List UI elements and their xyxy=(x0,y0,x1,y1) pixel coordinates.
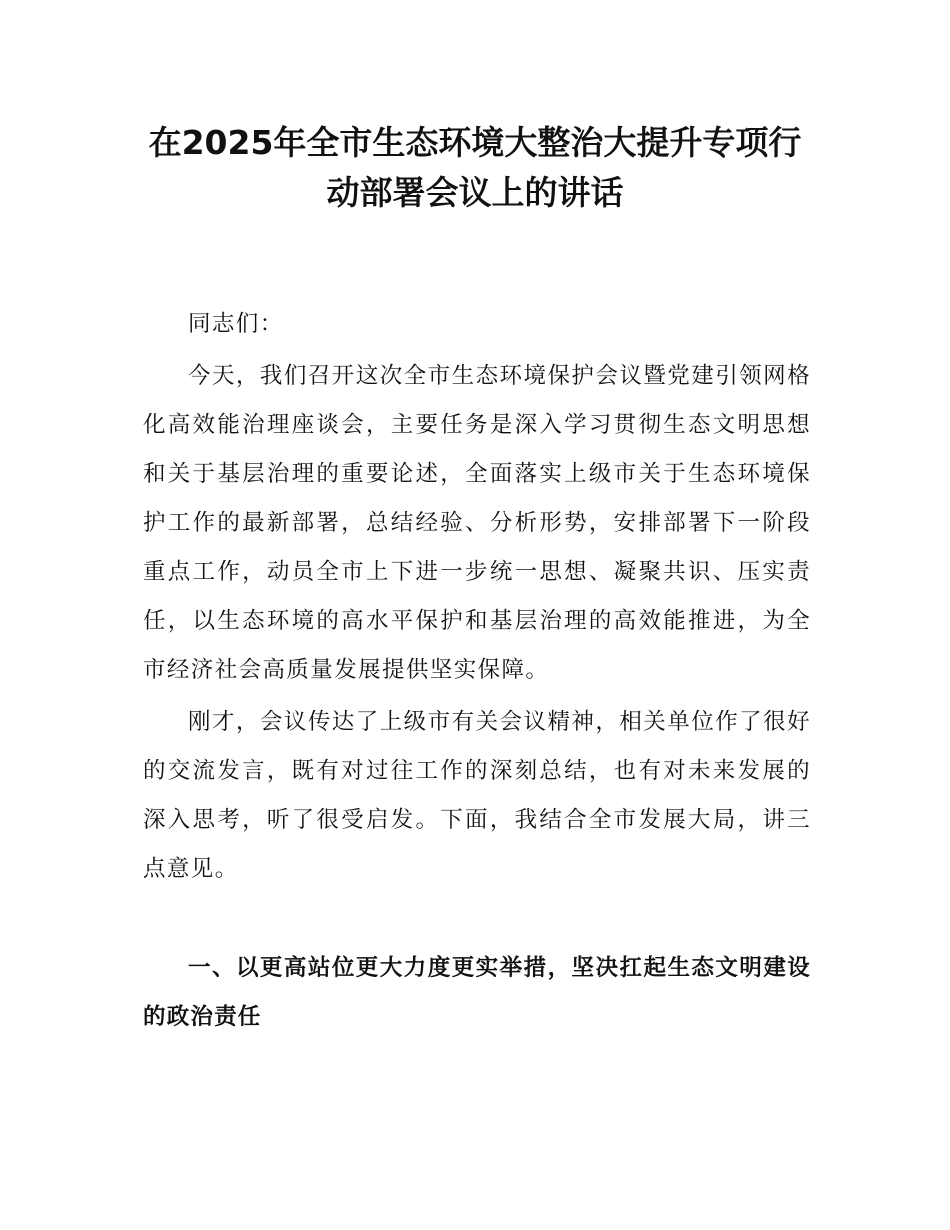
section-heading-1: 一、以更高站位更大力度更实举措，坚决扛起生态文明建设的政治责任 xyxy=(143,955,811,1030)
paragraph-transition: 刚才，会议传达了上级市有关会议精神，相关单位作了很好的交流发言，既有对过往工作的深刻总结，也有对未来发展的深入思考，听了很受启发。下面，我结合全市发展大局，讲三点意见。 xyxy=(143,709,811,882)
title-line-2: 动部署会议上的讲话 xyxy=(326,173,624,212)
title-line-1: 在2025年全市生态环境大整治大提升专项行 xyxy=(148,123,802,162)
document-body xyxy=(143,300,811,894)
salutation: 同志们： xyxy=(188,311,284,337)
paragraph-opening: 今天，我们召开这次全市生态环境保护会议暨党建引领网格化高效能治理座谈会，主要任务是深入学习贯彻生态文明思想和关于基层治理的重要论述，全面落实上级市关于生态环境保护工作的最新部署，总结经验、分析形势，安排部署下一阶段重点工作，动员全市上下进一步统一思想、凝聚共识、压实责任，以生态环境的高水平保护和基层治理的高效能推进，为全市经济社会高质量发展提供坚实保障。 xyxy=(143,363,811,683)
document-title xyxy=(100,118,850,218)
